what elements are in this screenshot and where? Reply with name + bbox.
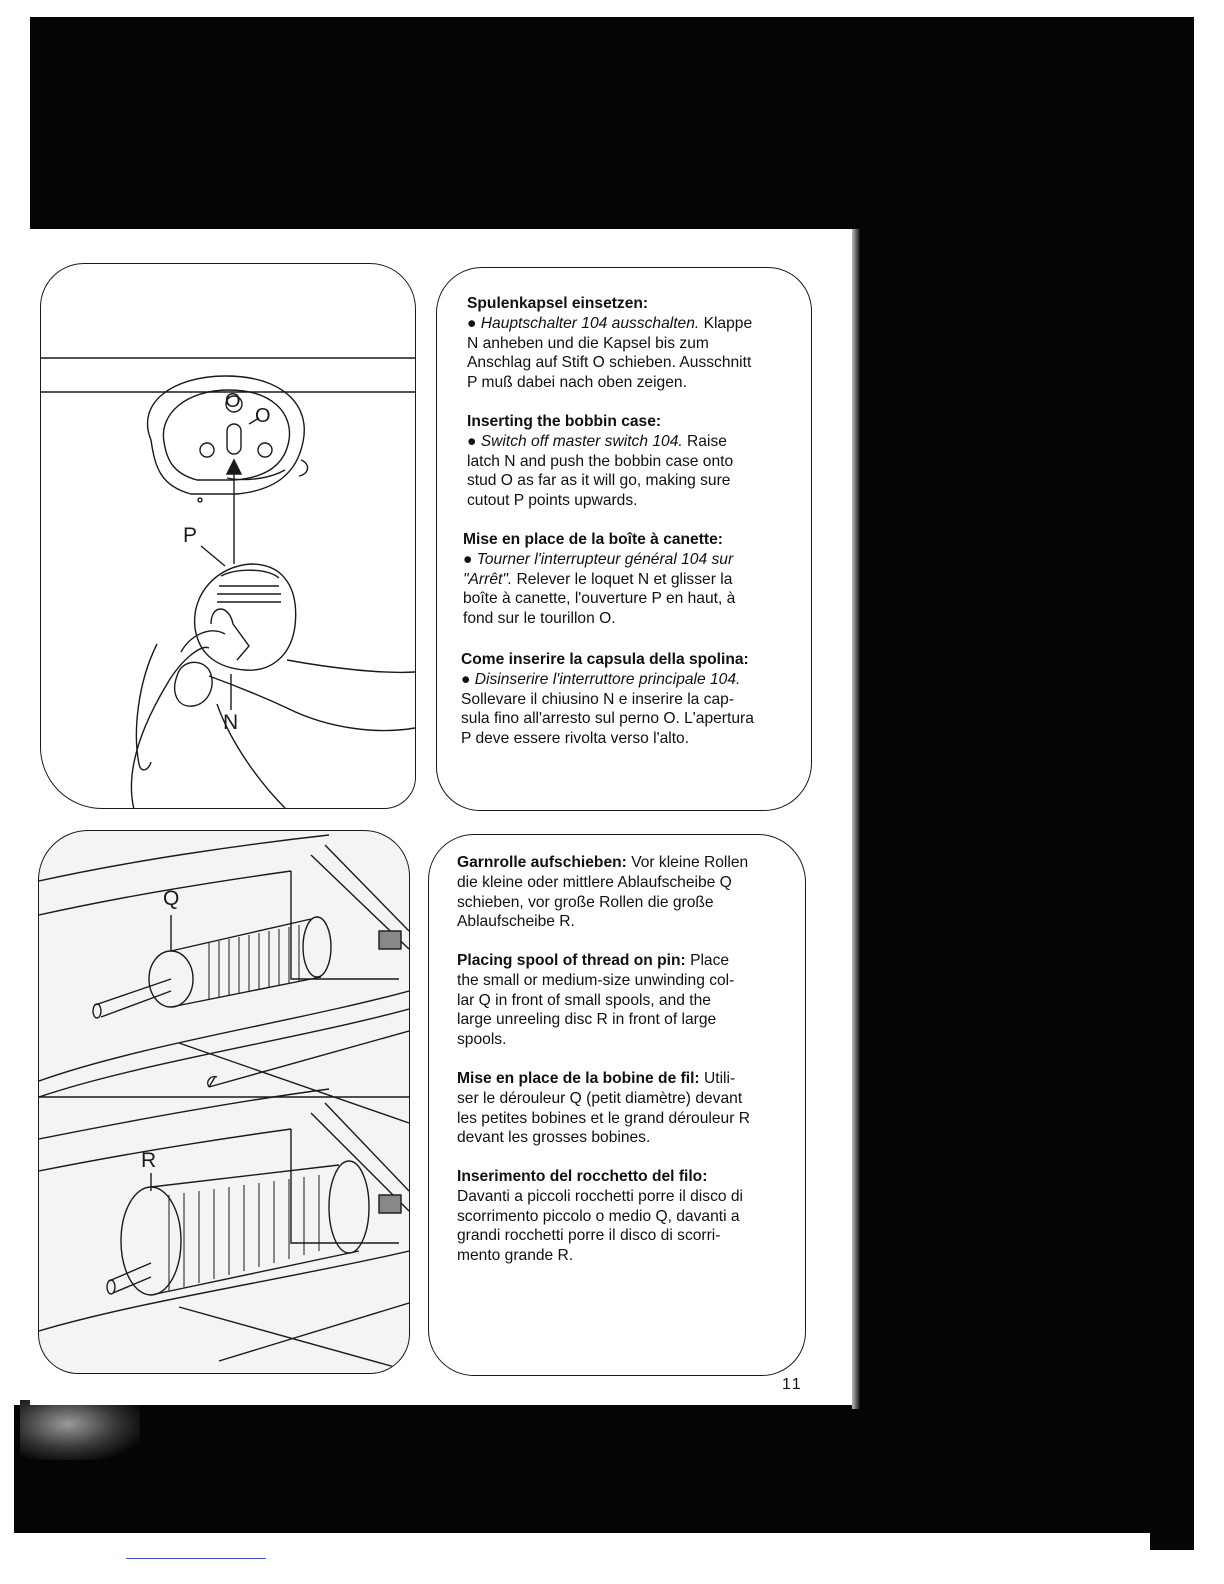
line: Anschlag auf Stift O schieben. Ausschnitt (467, 354, 752, 372)
label-o-stud: O (255, 405, 271, 427)
scan-background-corner (1150, 1470, 1194, 1550)
scan-artifact (20, 1400, 140, 1460)
bobbin-case-illustration (40, 263, 416, 809)
line: Utili- (703, 1070, 736, 1087)
footer-rule (126, 1558, 266, 1559)
line: scorrimento piccolo o medio Q, davanti a (457, 1207, 740, 1225)
line: P muß dabei nach oben zeigen. (467, 374, 687, 392)
line: Raise (687, 432, 727, 450)
heading-it: Come inserire la capsula della spolina: (461, 651, 749, 668)
heading-fr: Mise en place de la bobine de fil: (457, 1070, 700, 1087)
spool-de (457, 853, 797, 932)
bobbin-case-it (461, 650, 805, 749)
line: mento grande R. (457, 1247, 574, 1265)
spool-fr (457, 1069, 797, 1148)
label-p: P (183, 524, 198, 547)
spool-it (457, 1167, 797, 1266)
spool-en (457, 951, 797, 1050)
bullet-icon: ● (467, 314, 477, 332)
warning-de: Hauptschalter 104 ausschalten. (480, 314, 700, 332)
label-o-top: O (225, 390, 241, 412)
heading-de: Garnrolle aufschieben: (457, 854, 627, 871)
spool-drawing (39, 831, 409, 1373)
warning-it: Disinserire l'interruttore principale 104. (474, 670, 741, 688)
bobbin-case-de (467, 294, 803, 393)
page-edge-shadow (852, 229, 860, 1409)
line: sula fino all'arresto sul perno O. L'apertura (461, 710, 754, 728)
warning-en: Switch off master switch 104. (480, 432, 683, 450)
line: Davanti a piccoli rocchetti porre il disco di (457, 1187, 744, 1205)
heading-en: Inserting the bobbin case: (467, 413, 662, 430)
line: ser le dérouleur Q (petit diamètre) devant (457, 1089, 743, 1107)
bullet-icon: ● (467, 432, 477, 450)
warning-fr: Tourner l'interrupteur général 104 sur (476, 550, 734, 568)
line: the small or medium-size unwinding col- (457, 971, 735, 989)
bobbin-case-text-panel (436, 267, 812, 811)
heading-fr: Mise en place de la boîte à canette: (463, 531, 723, 548)
line: spools. (457, 1031, 507, 1049)
label-r: R (141, 1149, 157, 1172)
label-q: Q (163, 887, 180, 910)
line: lar Q in front of small spools, and the (457, 991, 711, 1009)
bobbin-case-drawing (41, 264, 415, 808)
line: Klappe (703, 314, 753, 332)
line: schieben, vor große Rollen die große (457, 893, 714, 911)
line: Vor kleine Rollen (631, 854, 749, 871)
spool-text-panel (428, 834, 806, 1376)
line: boîte à canette, l'ouverture P en haut, à (463, 590, 736, 608)
line: Place (690, 952, 730, 969)
page-number: 11 (782, 1376, 803, 1393)
heading-de: Spulenkapsel einsetzen: (467, 295, 649, 312)
scan-background-bottom (14, 1405, 1194, 1533)
line: grandi rocchetti porre il disco di scorri- (457, 1227, 721, 1245)
bobbin-case-fr (463, 530, 803, 629)
line: fond sur le tourillon O. (463, 610, 616, 628)
line: die kleine oder mittlere Ablaufscheibe Q (457, 873, 732, 891)
line: stud O as far as it will go, making sure (467, 472, 731, 490)
line: les petites bobines et le grand dérouleur R (457, 1109, 750, 1127)
warning-fr-2: "Arrêt". (463, 570, 513, 588)
heading-it: Inserimento del rocchetto del filo: (457, 1168, 708, 1185)
heading-en: Placing spool of thread on pin: (457, 952, 686, 969)
bullet-icon: ● (463, 550, 473, 568)
line: Sollevare il chiusino N e inserire la cap- (461, 690, 735, 708)
line: Ablaufscheibe R. (457, 913, 575, 931)
line: N anheben und die Kapsel bis zum (467, 334, 709, 352)
scan-background-right (858, 17, 1194, 1409)
line: large unreeling disc R in front of large (457, 1011, 717, 1029)
line: P deve essere rivolta verso l'alto. (461, 730, 690, 748)
line: Relever le loquet N et glisser la (516, 570, 733, 588)
spool-illustration (38, 830, 410, 1374)
line: latch N and push the bobbin case onto (467, 452, 734, 470)
bullet-icon: ● (461, 670, 471, 688)
line: devant les grosses bobines. (457, 1129, 651, 1147)
bobbin-case-en (467, 412, 803, 511)
line: cutout P points upwards. (467, 492, 638, 510)
label-n: N (223, 711, 239, 734)
